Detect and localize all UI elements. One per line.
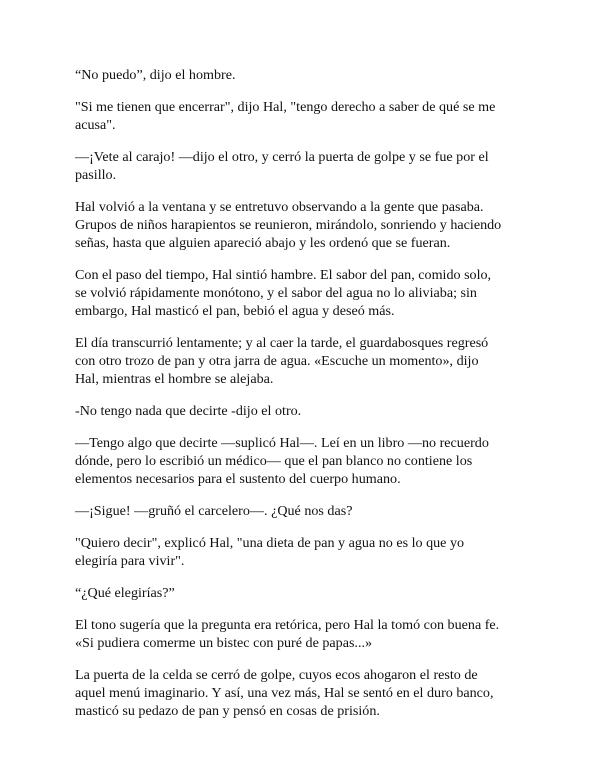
paragraph bbox=[75, 198, 535, 252]
text-line: Con el paso del tiempo, Hal sintió hambre. El sabor del pan, comido solo, bbox=[75, 267, 492, 283]
paragraph bbox=[75, 98, 535, 134]
text-line: pasillo. bbox=[75, 167, 117, 183]
text-line: —¡Sigue! —gruñó el carcelero—. ¿Qué nos das? bbox=[75, 503, 353, 519]
text-line: elementos necesarios para el sustento del cuerpo humano. bbox=[75, 471, 401, 487]
text-line: señas, hasta que alguien apareció abajo y les ordenó que se fueran. bbox=[75, 235, 451, 251]
paragraph bbox=[75, 534, 535, 570]
text-line: masticó su pedazo de pan y pensó en cosas de prisión. bbox=[75, 703, 380, 719]
text-line: “No puedo”, dijo el hombre. bbox=[75, 67, 236, 83]
text-line: aquel menú imaginario. Y así, una vez más, Hal se sentó en el duro banco, bbox=[75, 685, 494, 701]
text-line: La puerta de la celda se cerró de golpe, cuyos ecos ahogaron el resto de bbox=[75, 667, 478, 683]
text-line: -No tengo nada que decirte -dijo el otro. bbox=[75, 403, 302, 419]
text-line: embargo, Hal masticó el pan, bebió el agua y deseó más. bbox=[75, 303, 395, 319]
paragraph bbox=[75, 334, 535, 388]
paragraph bbox=[75, 502, 535, 520]
text-line: con otro trozo de pan y otra jarra de agua. «Escuche un momento», dijo bbox=[75, 353, 479, 369]
paragraph bbox=[75, 148, 535, 184]
text-line: dónde, pero lo escribió un médico— que el pan blanco no contiene los bbox=[75, 453, 473, 469]
paragraph bbox=[75, 434, 535, 488]
paragraph bbox=[75, 402, 535, 420]
text-line: Grupos de niños harapientos se reunieron, mirándolo, sonriendo y haciendo bbox=[75, 217, 502, 233]
paragraph bbox=[75, 616, 535, 652]
text-line: elegiría para vivir". bbox=[75, 553, 185, 569]
text-line: «Si pudiera comerme un bistec con puré de papas...» bbox=[75, 635, 373, 651]
text-line: El tono sugería que la pregunta era retórica, pero Hal la tomó con buena fe. bbox=[75, 617, 500, 633]
paragraph bbox=[75, 584, 535, 602]
text-line: acusa". bbox=[75, 117, 116, 133]
text-line: se volvió rápidamente monótono, y el sabor del agua no lo aliviaba; sin bbox=[75, 285, 477, 301]
text-line: —Tengo algo que decirte —suplicó Hal—. Leí en un libro —no recuerdo bbox=[75, 435, 489, 451]
text-line: —¡Vete al carajo! —dijo el otro, y cerró la puerta de golpe y se fue por el bbox=[75, 149, 489, 165]
text-line: “¿Qué elegirías?” bbox=[75, 585, 175, 601]
text-line: "Si me tienen que encerrar", dijo Hal, "tengo derecho a saber de qué se me bbox=[75, 99, 496, 115]
text-line: "Quiero decir", explicó Hal, "una dieta de pan y agua no es lo que yo bbox=[75, 535, 465, 551]
body-text bbox=[75, 66, 535, 734]
text-line: Hal, mientras el hombre se alejaba. bbox=[75, 371, 274, 387]
paragraph bbox=[75, 266, 535, 320]
paragraph bbox=[75, 666, 535, 720]
text-line: Hal volvió a la ventana y se entretuvo observando a la gente que pasaba. bbox=[75, 199, 484, 215]
text-line: El día transcurrió lentamente; y al caer la tarde, el guardabosques regresó bbox=[75, 335, 489, 351]
paragraph bbox=[75, 66, 535, 84]
